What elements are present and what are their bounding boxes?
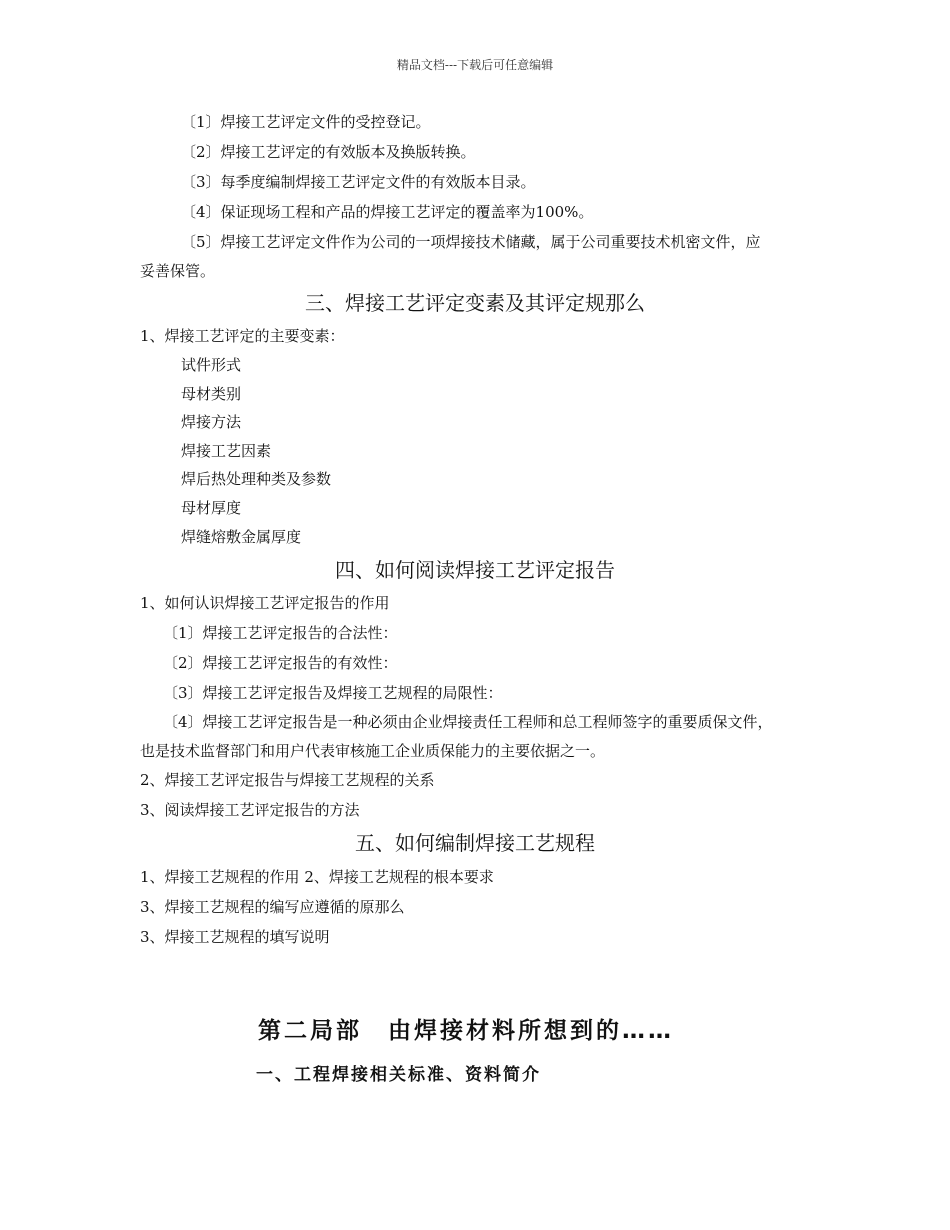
section-lead: 1、焊接工艺评定的主要变素： [140,327,345,345]
page-header: 精品文档---下载后可任意编辑 [396,58,554,72]
list-item: 〔5〕焊接工艺评定文件作为公司的一项焊接技术储藏，属于公司重要技术机密文件，应 [181,233,761,251]
list-item: 3、焊接工艺规程的编写应遵循的原那么 [140,898,405,916]
list-item: 〔2〕焊接工艺评定报告的有效性： [163,654,398,672]
list-item: 〔4〕焊接工艺评定报告是一种必须由企业焊接责任工程师和总工程师签字的重要质保文件， [163,713,773,731]
list-item-continuation: 妥善保管。 [140,262,216,280]
list-item: 2、焊接工艺评定报告与焊接工艺规程的关系 [140,771,435,789]
list-item: 母材类别 [181,385,242,403]
section-heading-4: 四、如何阅读焊接工艺评定报告 [335,558,615,582]
part-title: 第二局部 由焊接材料所想到的…… [258,1018,674,1044]
list-item: 〔1〕焊接工艺评定文件的受控登记。 [181,113,431,131]
list-item: 焊缝熔敷金属厚度 [181,528,302,546]
list-item: 焊接工艺因素 [181,442,272,460]
list-item: 3、阅读焊接工艺评定报告的方法 [140,801,360,819]
section-heading-5: 五、如何编制焊接工艺规程 [355,831,595,855]
list-item: 试件形式 [181,356,242,374]
list-item: 〔2〕焊接工艺评定的有效版本及换版转换。 [181,143,476,161]
list-item: 3、焊接工艺规程的填写说明 [140,928,330,946]
list-item: 〔4〕保证现场工程和产品的焊接工艺评定的覆盖率为100%。 [181,203,594,221]
section-heading-3: 三、焊接工艺评定变素及其评定规那么 [305,291,645,315]
list-item: 焊后热处理种类及参数 [181,470,332,488]
list-item: 焊接方法 [181,413,242,431]
list-item: 1、如何认识焊接工艺评定报告的作用 [140,594,390,612]
list-item: 〔3〕每季度编制焊接工艺评定文件的有效版本目录。 [181,173,536,191]
list-item: 〔3〕焊接工艺评定报告及焊接工艺规程的局限性： [163,684,503,702]
list-item: 1、焊接工艺规程的作用 2、焊接工艺规程的根本要求 [140,868,494,886]
list-item: 〔1〕焊接工艺评定报告的合法性： [163,624,398,642]
list-item-continuation: 也是技术监督部门和用户代表审核施工企业质保能力的主要依据之一。 [140,742,606,760]
part-subtitle: 一、工程焊接相关标准、资料简介 [256,1065,541,1085]
list-item: 母材厚度 [181,499,242,517]
